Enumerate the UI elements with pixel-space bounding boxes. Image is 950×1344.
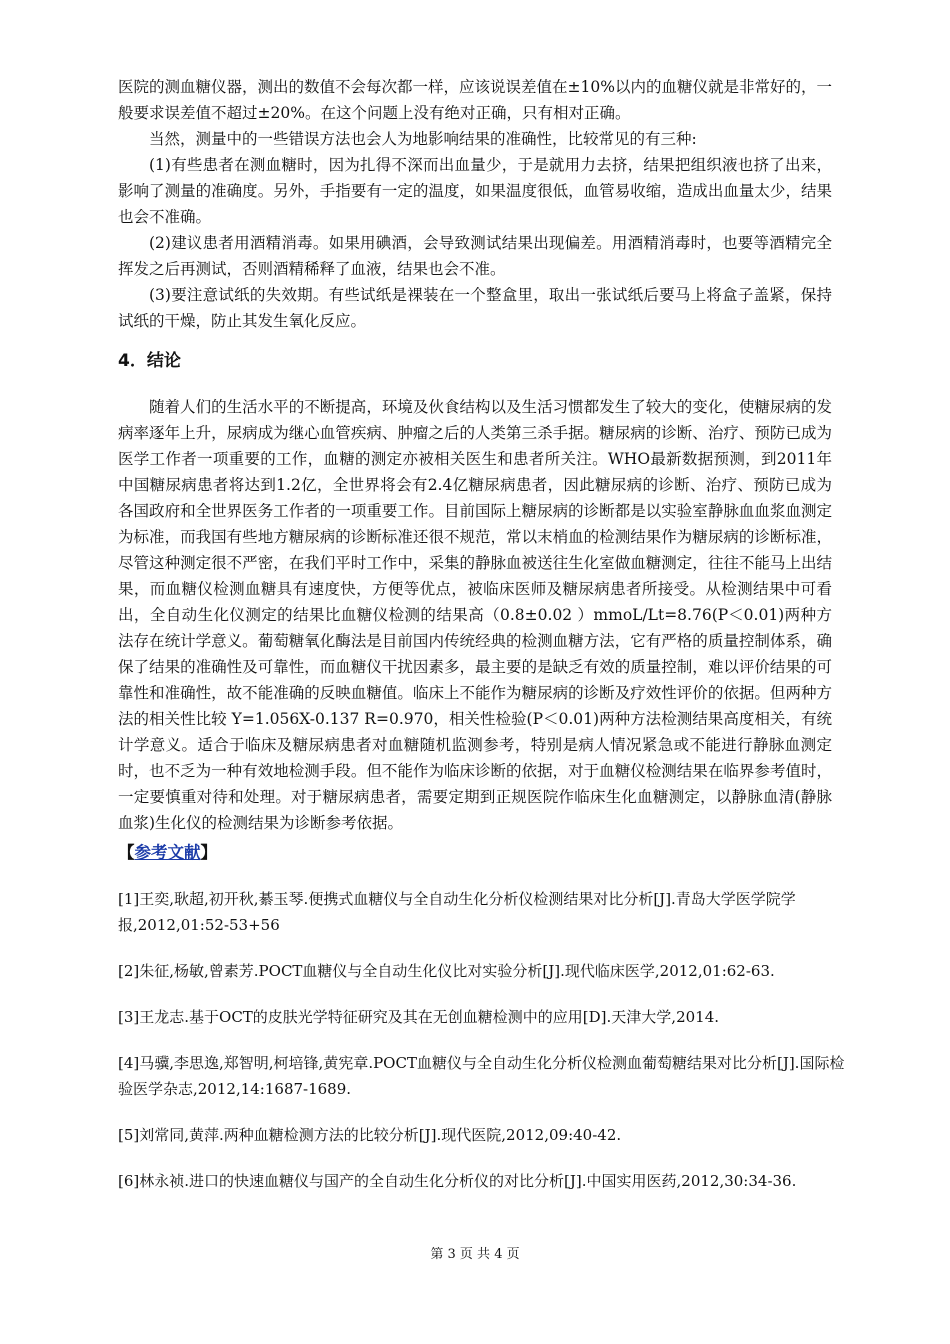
reference-item-4: [4]马骥,李思逸,郑智明,柯培锋,黄宪章.POCT血糖仪与全自动生化分析仪检测血葡萄糖结果对比分析[J].国际检验医学杂志,2012,14:1687-1689. — [118, 1054, 845, 1098]
page-footer: 第 3 页 共 4 页 — [430, 1247, 520, 1262]
paragraph-method-1: (1)有些患者在测血糖时，因为扎得不深而出血量少，于是就用力去挤，结果把组织液也挤了出来，影响了测量的准确度。另外，手指要有一定的温度，如果温度很低，血管易收缩，造成出血量太少，结果也会不准确。 — [118, 156, 832, 226]
section-heading-conclusion: 4．结论 — [118, 351, 181, 371]
references-bracket-close: 】 — [200, 843, 217, 862]
paragraph-error-range: 医院的测血糖仪器，测出的数值不会每次都一样，应该说误差值在±10%以内的血糖仪就是非常好的，一般要求误差值不超过±20%。在这个问题上没有绝对正确，只有相对正确。 — [118, 78, 832, 122]
paragraph-conclusion: 随着人们的生活水平的不断提高，环境及伙食结构以及生活习惯都发生了较大的变化，使糖尿病的发病率逐年上升，尿病成为继心血管疾病、肿瘤之后的人类第三杀手据。糖尿病的诊断、治疗、预防已成为医学工作者一项重要的工作，血糖的测定亦被相关医生和患者所关注。WHO最新数据预测，到2011年中国糖尿病患者将达到1.2亿，全世界将会有2.4亿糖尿病患者，因此糖尿病的诊断、治疗、预防已成为各国政府和全世界医务工作者的一项重要工作。目前国际上糖尿病的诊断都是以实验室静脉血血浆血测定为标准，而我国有些地方糖尿病的诊断标准还很不规范，常以末梢血的检测结果作为糖尿病的诊断标准，尽管这种测定很不严密，在我们平时工作中，采集的静脉血被送往生化室做血糖测定，往往不能马上出结果，而血糖仪检测血糖具有速度快，方便等优点，被临床医师及糖尿病患者所接受。从检测结果中可看出，全自动生化仪测定的结果比血糖仪检测的结果高（0.8±0.02 ）mmoL/Lt=8.76(P＜0.01)两种方法存在统计学意义。葡萄糖氧化酶法是目前国内传统经典的检测血糖方法，它有严格的质量控制体系，确保了结果的准确性及可靠性，而血糖仪干扰因素多，最主要的是缺乏有效的质量控制，难以评价结果的可靠性和准确性，故不能准确的反映血糖值。临床上不能作为糖尿病的诊断及疗效性评价的依据。但两种方法的相关性比较 Y=1.056X-0.137 R=0.970，相关性检验(P＜0.01)两种方法检测结果高度相关，有统计学意义。适合于临床及糖尿病患者对血糖随机监测参考，特别是病人情况紧急或不能进行静脉血测定时，也不乏为一种有效地检测手段。但不能作为临床诊断的依据，对于血糖仪检测结果在临界参考值时，一定要慎重对待和处理。对于糖尿病患者，需要定期到正规医院作临床生化血糖测定，以静脉血清(静脉血浆)生化仪的检测结果为诊断参考依据。 — [118, 398, 832, 832]
references-bracket-open: 【 — [118, 843, 135, 862]
reference-item-2: [2]朱征,杨敏,曾素芳.POCT血糖仪与全自动生化仪比对实验分析[J].现代临床医学,2012,01:62-63. — [118, 962, 775, 980]
paragraph-method-3: (3)要注意试纸的失效期。有些试纸是裸装在一个整盒里，取出一张试纸后要马上将盒子盖紧，保持试纸的干燥，防止其发生氧化反应。 — [118, 286, 832, 330]
references-link[interactable]: 参考文献 — [134, 843, 201, 862]
reference-item-6: [6]林永祯.进口的快速血糖仪与国产的全自动生化分析仪的对比分析[J].中国实用医药,2012,30:34-36. — [118, 1172, 797, 1190]
paragraph-method-2: (2)建议患者用酒精消毒。如果用碘酒，会导致测试结果出现偏差。用酒精消毒时，也要等酒精完全挥发之后再测试，否则酒精稀释了血液，结果也会不准。 — [118, 234, 832, 278]
reference-item-1: [1]王奕,耿超,初开秋,綦玉琴.便携式血糖仪与全自动生化分析仪检测结果对比分析[J].青岛大学医学院学报,2012,01:52-53+56 — [118, 890, 796, 934]
paragraph-wrong-methods-intro: 当然，测量中的一些错误方法也会人为地影响结果的准确性，比较常见的有三种: — [149, 130, 697, 148]
reference-item-3: [3]王龙志.基于OCT的皮肤光学特征研究及其在无创血糖检测中的应用[D].天津大学,2014. — [118, 1008, 720, 1026]
references-heading — [118, 840, 217, 866]
reference-item-5: [5]刘常同,黄萍.两种血糖检测方法的比较分析[J].现代医院,2012,09:40-42. — [118, 1126, 622, 1144]
